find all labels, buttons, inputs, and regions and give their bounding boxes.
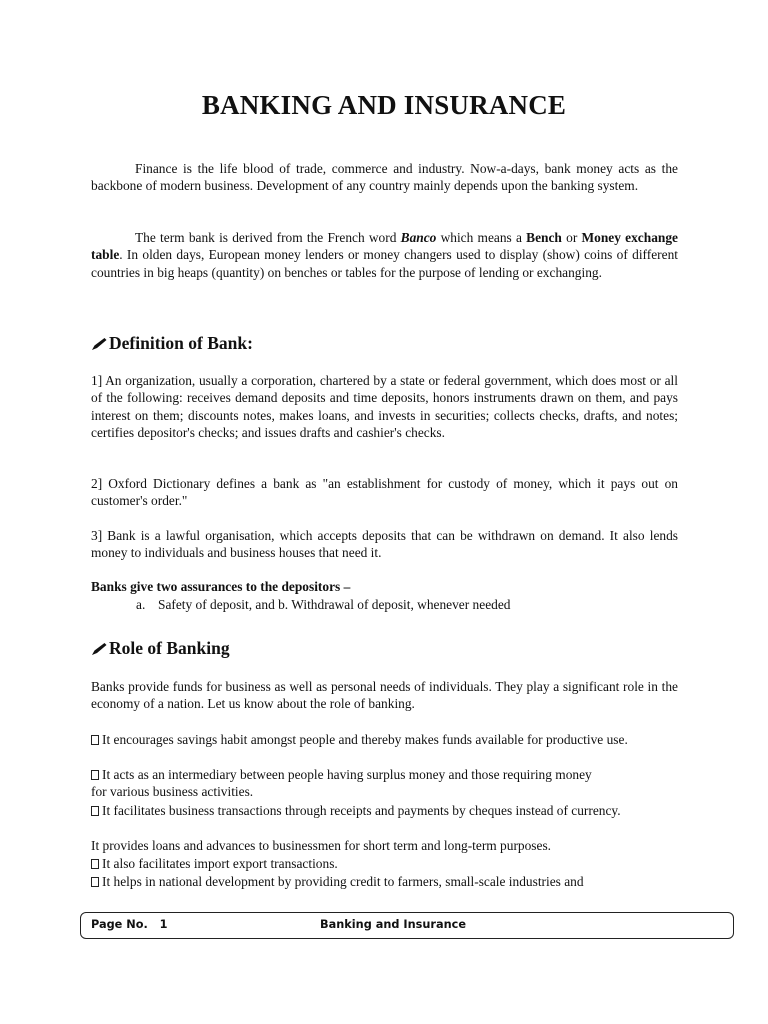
- assurances-heading: Banks give two assurances to the depositors –: [91, 579, 351, 594]
- definition-3: 3] Bank is a lawful organisation, which accepts deposits that can be withdrawn on demand. It also lends money to individuals and business houses that need it.: [91, 528, 678, 561]
- page-title: BANKING AND INSURANCE: [201, 90, 567, 120]
- role-bullet-3: It facilitates business transactions through receipts and payments by cheques instead of currency.: [91, 802, 678, 819]
- definition-heading: Definition of Bank:: [91, 333, 253, 354]
- role-intro: Banks provide funds for business as well as personal needs of individuals. They play a significant role in the economy of a nation. Let us know about the role of banking.: [91, 679, 678, 712]
- bullet-box-icon: [91, 735, 99, 745]
- page-footer: [80, 912, 734, 939]
- bullet-box-icon: [91, 806, 99, 816]
- role-heading: Role of Banking: [91, 638, 230, 659]
- role-bullet-2: It acts as an intermediary between people having surplus money and those requiring money for various business activities.: [91, 767, 592, 800]
- assurance-item: a. Safety of deposit, and b. Withdrawal of deposit, whenever needed: [136, 597, 511, 612]
- intro-paragraph-1: Finance is the life blood of trade, commerce and industry. Now-a-days, bank money acts as the backbone of modern business. Development of any country mainly depends upon the banking system.: [91, 161, 678, 194]
- definition-1: 1] An organization, usually a corporation, chartered by a state or federal government, which does most or all of the following: receives demand deposits and time deposits, honors instruments drawn on them, and pays interest on them; discounts notes, makes loans, and invests in securities; collects checks, drafts, and notes; certifies depositor's checks; and issues drafts and cashier's checks.: [91, 373, 678, 441]
- footer-book-title: Banking and Insurance: [320, 918, 467, 931]
- role-bullet-6: It helps in national development by providing credit to farmers, small-scale industries and: [91, 873, 678, 890]
- bullet-box-icon: [91, 770, 99, 780]
- page-number: Page No. 1: [91, 918, 168, 931]
- role-item-4: It provides loans and advances to businessmen for short term and long-term purposes.: [91, 838, 552, 853]
- role-bullet-1: It encourages savings habit amongst people and thereby makes funds available for productive use.: [91, 731, 678, 748]
- bullet-box-icon: [91, 877, 99, 887]
- bullet-box-icon: [91, 859, 99, 869]
- role-bullet-5: It also facilitates import export transactions.: [91, 855, 678, 872]
- pen-icon: [91, 642, 108, 656]
- pen-icon: [91, 337, 108, 351]
- intro-paragraph-2: The term bank is derived from the French word Banco which means a Bench or Money exchange table. In olden days, European money lenders or money changers used to display (show) coins of different countries in big heaps (quantity) on benches or tables for the purpose of lending or exchanging.: [91, 230, 678, 280]
- definition-2: 2] Oxford Dictionary defines a bank as "an establishment for custody of money, which it pays out on customer's order.": [91, 476, 678, 509]
